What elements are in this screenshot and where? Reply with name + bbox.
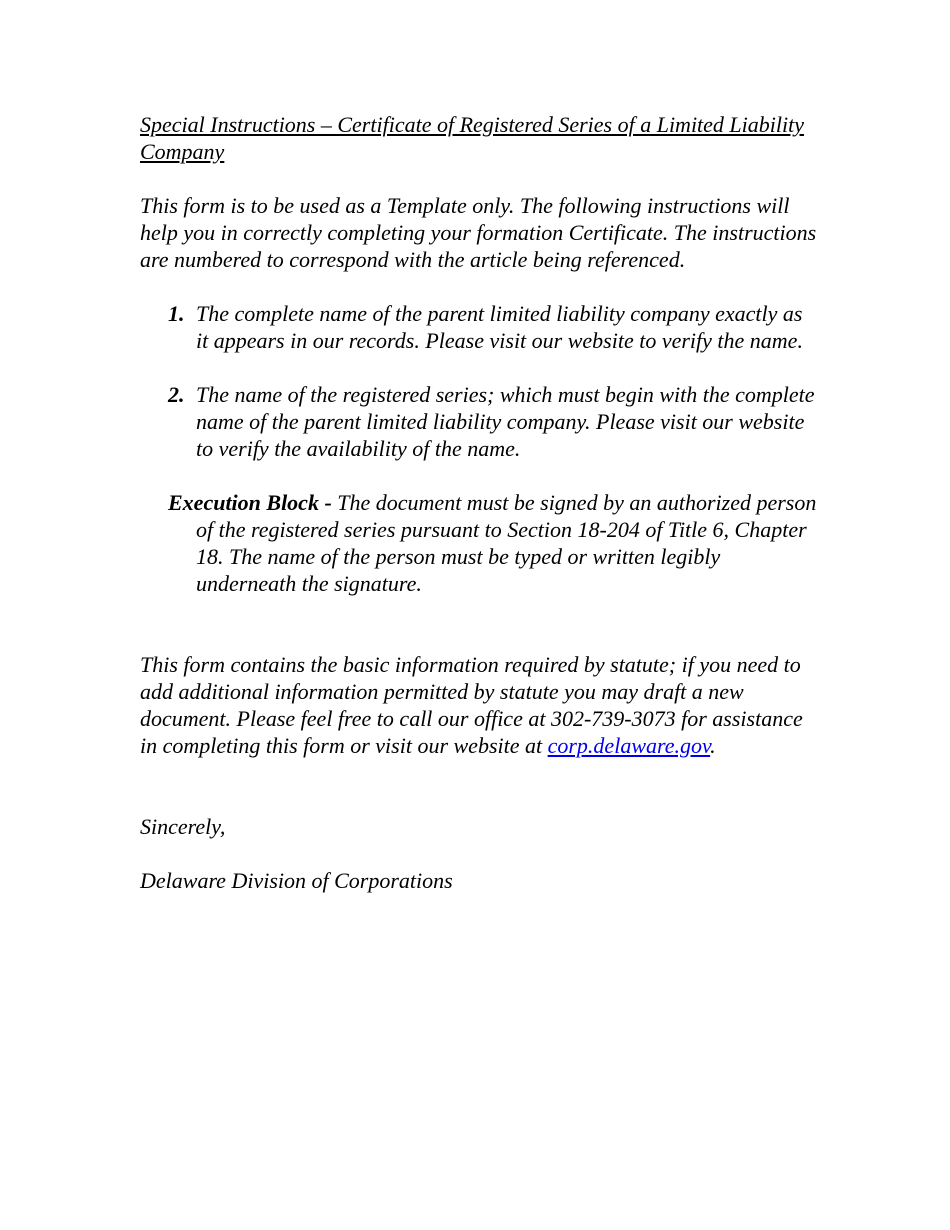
list-item-number: 1. bbox=[168, 301, 185, 326]
list-item-number: 2. bbox=[168, 382, 185, 407]
list-item bbox=[168, 300, 820, 354]
document-title: Special Instructions – Certificate of Registered Series of a Limited Liability Company bbox=[140, 112, 804, 164]
document-page bbox=[140, 111, 820, 894]
closing-period: . bbox=[710, 733, 716, 758]
signature-line: Delaware Division of Corporations bbox=[140, 868, 453, 893]
list-item-text: The complete name of the parent limited liability company exactly as it appears in our records. Please visit our website to verify the name. bbox=[196, 301, 803, 353]
closing-info-paragraph bbox=[140, 651, 820, 759]
closing-info-text: This form contains the basic information required by statute; if you need to add additional information permitted by statute you may draft a new document. Please feel free to call our office at 302-739-3073 for assistance in completing this form or visit our website at bbox=[140, 652, 803, 758]
execution-block-paragraph bbox=[168, 489, 820, 597]
list-item bbox=[168, 381, 820, 462]
sincerely-line: Sincerely, bbox=[140, 814, 226, 839]
execution-block-label: Execution Block - bbox=[168, 490, 332, 515]
execution-block-text: The document must be signed by an authorized person of the registered series pursuant to Section 18-204 of Title 6, Chapter 18. The name of the person must be typed or written legibly underneath the signature. bbox=[196, 490, 817, 596]
list-item-text: The name of the registered series; which must begin with the complete name of the parent limited liability company. Please visit our website to verify the availability of the name. bbox=[196, 382, 815, 461]
instruction-list bbox=[168, 300, 820, 462]
website-link[interactable]: corp.delaware.gov bbox=[547, 733, 711, 758]
intro-paragraph: This form is to be used as a Template only. The following instructions will help you in correctly completing your formation Certificate. The instructions are numbered to correspond with the article being referenced. bbox=[140, 193, 817, 272]
